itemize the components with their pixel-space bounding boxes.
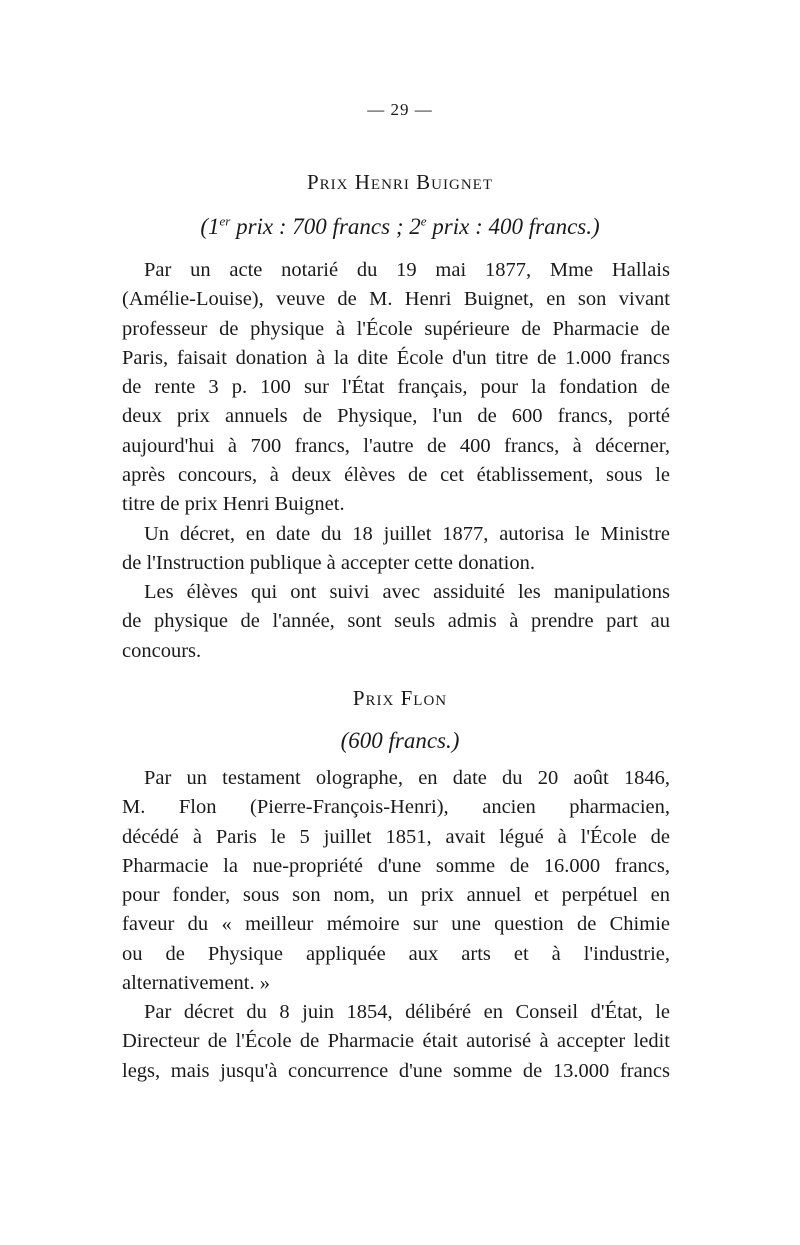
section-title-name: Henri Buignet <box>354 170 493 194</box>
text-line: Par un acte notarié du 19 mai 1877, Mme Hallais <box>144 259 670 281</box>
prize-first-num: 1 <box>208 214 220 239</box>
prize-amounts-buignet: (1er prix : 700 francs ; 2e prix : 400 francs.) <box>200 213 600 239</box>
prize-first-label: prix : 700 francs <box>236 214 391 239</box>
section-title-name: Flon <box>400 686 448 710</box>
text-line: faveur du « meilleur mémoire sur une question de Chimie <box>122 913 670 936</box>
text-line: de physique de l'année, sont seuls admis à prendre part au <box>122 610 670 633</box>
prize-label: 600 francs. <box>348 728 452 753</box>
text-line: Pharmacie la nue-propriété d'une somme de 16.000 francs, <box>122 854 670 877</box>
text-line: décédé à Paris le 5 juillet 1851, avait légué à l'École de <box>122 825 670 848</box>
section-title-prefix: Prix <box>352 686 395 710</box>
text-line: après concours, à deux élèves de cet établissement, sous le <box>122 464 670 487</box>
text-line: Par décret du 8 juin 1854, délibéré en Conseil d'État, le <box>144 1001 670 1023</box>
text-line: Les élèves qui ont suivi avec assiduité les manipulations <box>144 581 670 603</box>
paragraph-buignet-decree <box>122 520 670 579</box>
text-line: Paris, faisait donation à la dite École d'un titre de 1.000 francs <box>122 346 670 369</box>
prize-first-sup: er <box>219 213 231 229</box>
text-line: concours. <box>122 639 202 662</box>
text-line: deux prix annuels de Physique, l'un de 600 francs, porté <box>122 405 670 428</box>
text-line: de l'Instruction publique à accepter cette donation. <box>122 552 535 575</box>
prize-second-label: prix : 400 francs. <box>432 214 592 239</box>
paragraph-flon-testament <box>122 764 670 998</box>
text-line: titre de prix Henri Buignet. <box>122 493 345 516</box>
text-line: ou de Physique appliquée aux arts et à l'industrie, <box>122 942 670 965</box>
text-line: pour fonder, sous son nom, un prix annuel et perpétuel en <box>122 884 670 907</box>
text-line: Un décret, en date du 18 juillet 1877, autorisa le Ministre <box>144 523 670 545</box>
page-number: — 29 — <box>367 100 433 119</box>
paragraph-buignet-donation <box>122 256 670 520</box>
text-line: de rente 3 p. 100 sur l'État français, pour la fondation de <box>122 376 670 399</box>
prize-second-sup: e <box>420 213 427 229</box>
text-line: Directeur de l'École de Pharmacie était autorisé à accepter ledit <box>122 1030 670 1053</box>
prize-separator: ; <box>390 214 410 239</box>
text-line: alternativement. » <box>122 972 270 995</box>
section-title-flon <box>0 686 800 711</box>
prize-second-num: 2 <box>409 214 421 239</box>
section-title-prefix: Prix <box>306 170 349 194</box>
text-line: aujourd'hui à 700 francs, l'autre de 400 francs, à décerner, <box>122 434 670 457</box>
text-line: Par un testament olographe, en date du 20 août 1846, <box>144 767 670 789</box>
text-line: legs, mais jusqu'à concurrence d'une somme de 13.000 francs <box>122 1059 670 1082</box>
paragraph-flon-decree <box>122 998 670 1086</box>
paragraph-buignet-eligibility <box>122 578 670 666</box>
text-line: M. Flon (Pierre-François-Henri), ancien pharmacien, <box>122 796 670 819</box>
text-line: professeur de physique à l'École supérieure de Pharmacie de <box>122 317 670 340</box>
section-title-buignet <box>0 170 800 195</box>
text-line: (Amélie-Louise), veuve de M. Henri Buignet, en son vivant <box>122 288 670 311</box>
prize-amount-flon: (600 francs.) <box>340 728 460 753</box>
